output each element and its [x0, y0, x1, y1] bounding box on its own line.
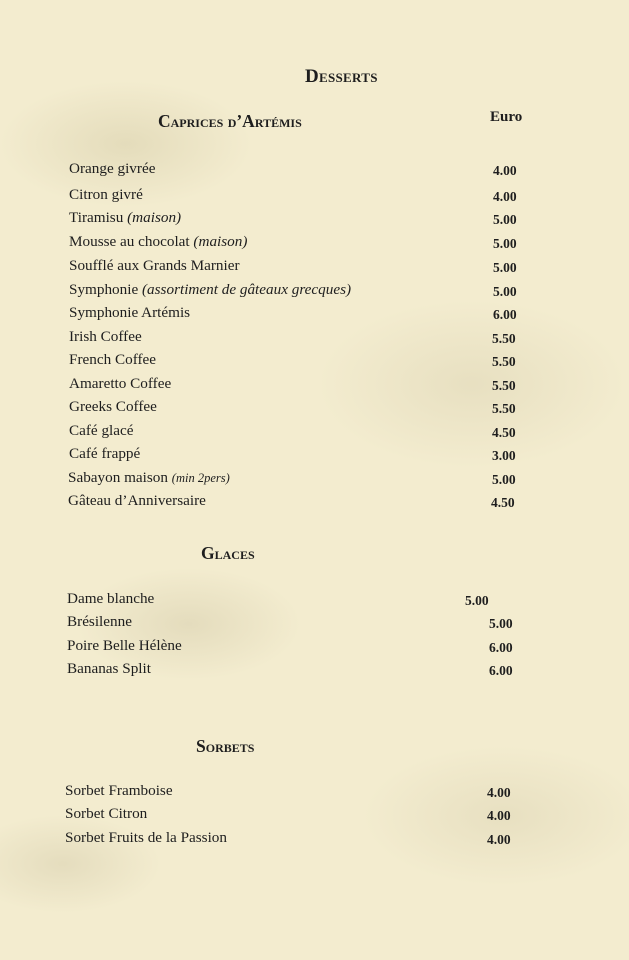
menu-item: [69, 351, 156, 369]
menu-item: [69, 445, 140, 463]
menu-item: [65, 805, 147, 823]
item-price: 6.00: [493, 307, 517, 322]
menu-item: [69, 304, 190, 322]
item-price: 6.00: [489, 640, 513, 655]
item-name: Orange givrée: [69, 160, 156, 177]
section-heading-caprices: Caprices d’Artémis: [158, 111, 302, 131]
menu-item: [69, 233, 247, 251]
menu-item: [69, 375, 171, 393]
item-name: Gâteau d’Anniversaire: [68, 492, 206, 509]
item-note: (assortiment de gâteaux grecques): [142, 281, 352, 298]
item-price: 4.00: [493, 189, 517, 204]
item-price: 5.50: [492, 378, 516, 393]
item-name: Dame blanche: [67, 590, 155, 607]
menu-item: [69, 257, 240, 275]
item-name: Citron givré: [69, 186, 143, 203]
item-price: 5.50: [492, 354, 516, 369]
item-name: Mousse au chocolat: [69, 233, 194, 250]
item-name: Sorbet Fruits de la Passion: [65, 829, 227, 846]
menu-item: [69, 422, 134, 440]
menu-item: [69, 186, 143, 204]
item-price: 5.00: [493, 284, 517, 299]
page-title: Desserts: [305, 66, 378, 87]
currency-label: Euro: [490, 109, 523, 125]
item-price: 4.00: [487, 808, 511, 823]
item-note: (maison): [127, 209, 182, 226]
item-price: 5.00: [493, 212, 517, 227]
item-name: Greeks Coffee: [69, 398, 157, 415]
item-name: Soufflé aux Grands Marnier: [69, 257, 240, 274]
item-note: (min 2pers): [171, 471, 230, 485]
item-price: 5.00: [489, 616, 513, 631]
item-price: 5.00: [493, 260, 517, 275]
menu-item: [65, 829, 227, 847]
section-heading-glaces: Glaces: [201, 543, 255, 563]
item-price: 4.50: [492, 425, 516, 440]
item-price: 5.00: [493, 236, 517, 251]
item-price: 5.50: [492, 331, 516, 346]
item-name: Café glacé: [69, 422, 134, 439]
menu-item: [67, 613, 132, 631]
menu-item: [68, 492, 206, 510]
item-note: (maison): [193, 233, 248, 250]
menu-item: [67, 590, 154, 608]
item-name: Tiramisu: [69, 209, 128, 226]
item-name: Symphonie Artémis: [69, 304, 191, 321]
item-price: 5.50: [492, 401, 516, 416]
item-name: Symphonie: [69, 281, 142, 298]
item-price: 3.00: [492, 448, 516, 463]
item-price: 6.00: [489, 663, 513, 678]
item-name: French Coffee: [69, 351, 157, 368]
item-price: 4.00: [487, 832, 511, 847]
item-price: 4.00: [487, 785, 511, 800]
menu-item: [67, 637, 182, 655]
menu-item: [65, 782, 173, 800]
section-heading-sorbets: Sorbets: [196, 736, 255, 756]
item-name: Café frappé: [69, 445, 141, 462]
item-name: Amaretto Coffee: [69, 375, 172, 392]
menu-item: [69, 398, 157, 416]
menu-item: [67, 660, 151, 678]
item-price: 5.00: [492, 472, 516, 487]
menu-item: [69, 160, 155, 178]
menu-item: [69, 328, 142, 346]
item-name: Irish Coffee: [69, 328, 142, 345]
menu-item: [69, 281, 351, 299]
menu-item: [68, 469, 230, 487]
item-name: Sabayon maison: [68, 469, 172, 486]
item-name: Poire Belle Hélène: [67, 637, 182, 654]
item-price: 4.00: [493, 163, 517, 178]
item-name: Bananas Split: [67, 660, 151, 677]
item-name: Sorbet Citron: [65, 805, 148, 822]
item-price: 5.00: [465, 593, 489, 608]
item-name: Brésilenne: [67, 613, 132, 630]
menu-item: [69, 209, 181, 227]
item-price: 4.50: [491, 495, 515, 510]
item-name: Sorbet Framboise: [65, 782, 173, 799]
